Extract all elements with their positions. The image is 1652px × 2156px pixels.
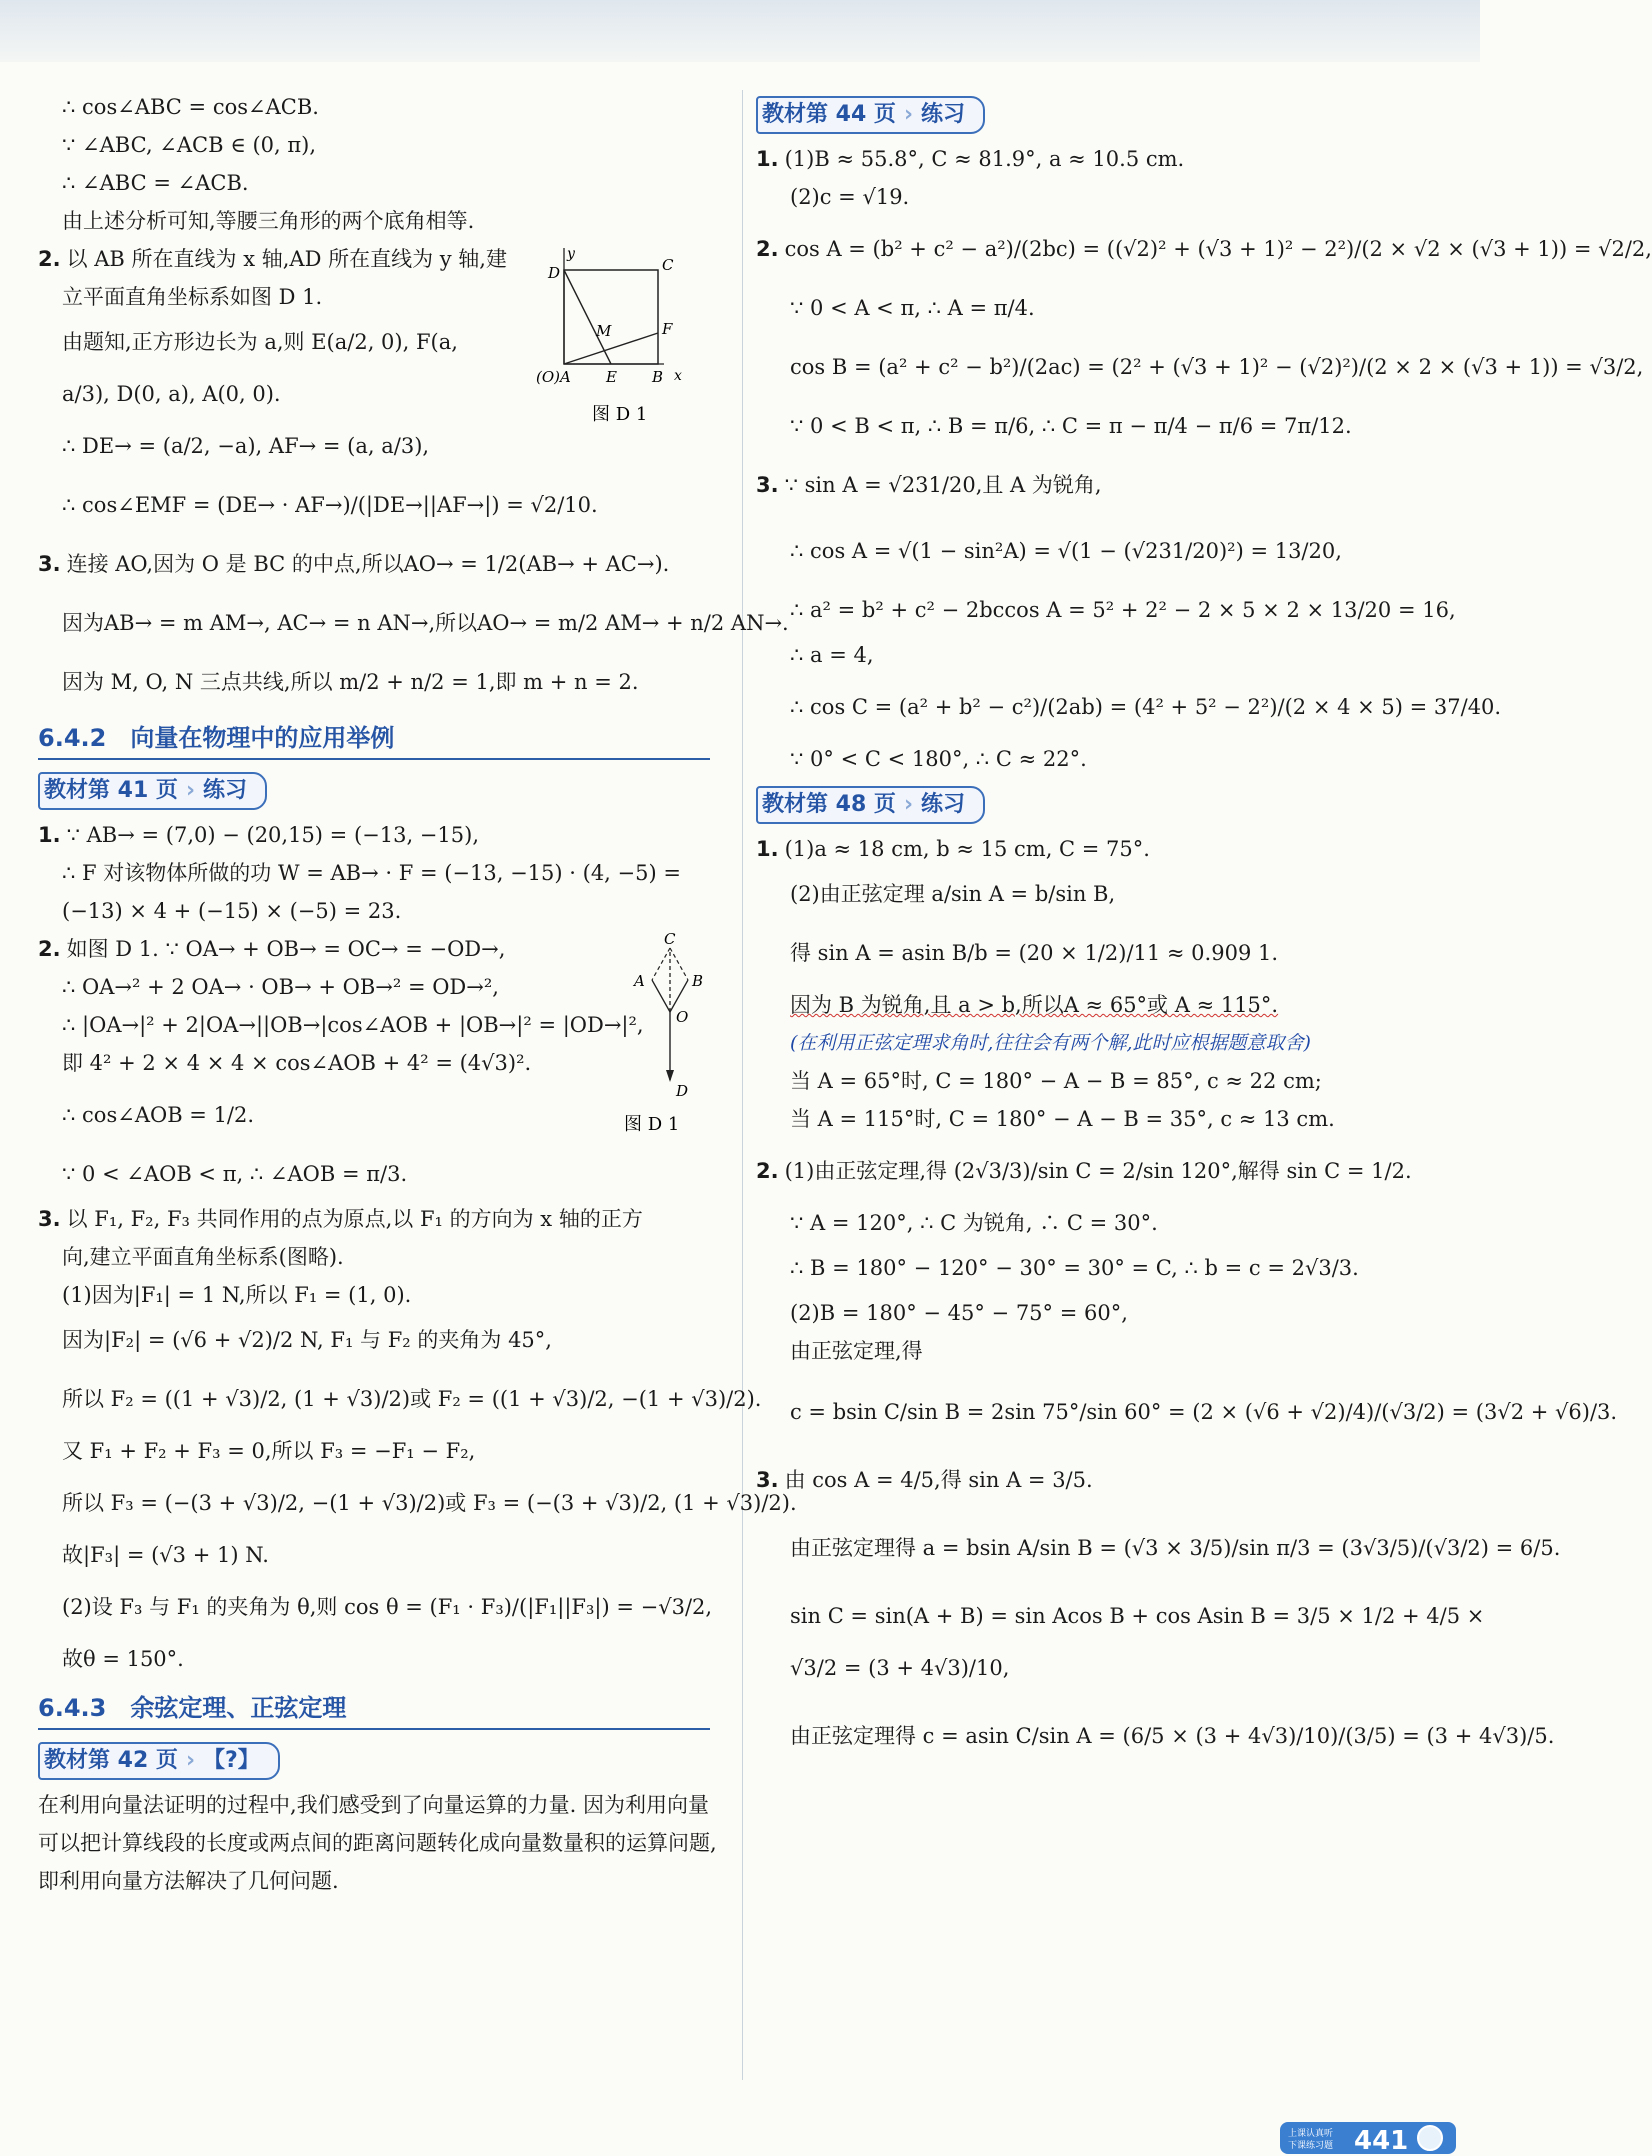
- point-label: E: [606, 368, 617, 386]
- problem-line: 因为|F₂| = (√6 + √2)/2 N, F₁ 与 F₂ 的夹角为 45°,: [62, 1328, 552, 1352]
- section-heading-6-4-2: 6.4.2 向量在物理中的应用举例: [38, 718, 710, 760]
- point-label: M: [596, 322, 612, 340]
- problem-number: 2.: [38, 247, 61, 271]
- problem-line: 以 F₁, F₂, F₃ 共同作用的点为原点,以 F₁ 的方向为 x 轴的正方: [66, 1207, 643, 1231]
- problem-line: 所以 F₃ = (−(3 + √3)/2, −(1 + √3)/2)或 F₃ = (−(3 + √3)/2, (1 + √3)/2).: [62, 1491, 797, 1515]
- problem-number: 1.: [756, 147, 779, 171]
- problem-number: 2.: [38, 937, 61, 961]
- problem-line: 当 A = 115°时, C = 180° − A − B = 35°, c ≈ 13 cm.: [790, 1107, 1335, 1131]
- problem-number: 3.: [756, 473, 779, 497]
- problem-line: ∴ B = 180° − 120° − 30° = 30° = C, ∴ b = c = 2√3/3.: [790, 1256, 1359, 1280]
- problem-number: 3.: [756, 1468, 779, 1492]
- left-column: [38, 88, 797, 1900]
- problem-number: 2.: [756, 237, 779, 261]
- textbook-page-tag-48: 教材第 48 页 › 练习: [756, 786, 985, 824]
- problem-line: 如图 D 1. ∵ OA→ + OB→ = OC→ = −OD→,: [66, 937, 506, 961]
- problem-number: 3.: [38, 1207, 61, 1231]
- exercise-48-2: [756, 1138, 1618, 1454]
- problem-line: 故|F₃| = (√3 + 1) N.: [62, 1543, 269, 1567]
- point-label: C: [664, 930, 676, 948]
- intro-line: ∴ cos∠ABC = cos∠ACB.: [62, 95, 319, 119]
- exercise-44-3: [756, 452, 1502, 778]
- problem-line: ∴ |OA→|² + 2|OA→||OB→|cos∠AOB + |OB→|² = |OD→|²,: [62, 1013, 644, 1037]
- problem-line: (2)由正弦定理 a/sin A = b/sin B,: [790, 882, 1116, 906]
- problem-line: ∴ DE→ = (a/2, −a), AF→ = (a, a/3),: [62, 434, 430, 458]
- problem-line: 由正弦定理得 a = bsin A/sin B = (√3 × 3/5)/sin π/3 = (3√3/5)/(√3/2) = 6/5.: [790, 1536, 1561, 1560]
- point-label: C: [662, 256, 674, 274]
- problem-line: 因为 M, O, N 三点共线,所以 m/2 + n/2 = 1,即 m + n = 2.: [62, 670, 639, 694]
- intro-line: 由上述分析可知,等腰三角形的两个底角相等.: [62, 209, 475, 233]
- problem-line: 所以 F₂ = ((1 + √3)/2, (1 + √3)/2)或 F₂ = ((1 + √3)/2, −(1 + √3)/2).: [62, 1387, 762, 1411]
- exercise-41-3: [38, 1200, 797, 1678]
- axis-label-x: x: [674, 368, 682, 384]
- problem-line: ∴ cos A = √(1 − sin²A) = √(1 − (√231/20)²) = 13/20,: [790, 539, 1342, 563]
- problem-line: 以 AB 所在直线为 x 轴,AD 所在直线为 y 轴,建: [66, 247, 507, 271]
- problem-number: 3.: [38, 552, 61, 576]
- figure-caption: 图 D 1: [624, 1114, 680, 1135]
- chevron-right-icon: ›: [903, 102, 914, 127]
- force-figure: [624, 930, 716, 1140]
- mascot-icon: [1418, 2126, 1442, 2150]
- problem-2: [38, 240, 724, 538]
- problem-line: cos B = (a² + c² − b²)/(2ac) = (2² + (√3 + 1)² − (√2)²)/(2 × 2 × (√3 + 1)) = √3/2,: [790, 355, 1644, 379]
- problem-line: ∵ AB→ = (7,0) − (20,15) = (−13, −15),: [66, 823, 479, 847]
- problem-line: 立平面直角坐标系如图 D 1.: [62, 285, 323, 309]
- problem-line: 又 F₁ + F₂ + F₃ = 0,所以 F₃ = −F₁ − F₂,: [62, 1439, 476, 1463]
- point-label: A: [634, 972, 645, 990]
- problem-line: sin C = sin(A + B) = sin Acos B + cos Asin B = 3/5 × 1/2 + 4/5 ×: [790, 1604, 1485, 1628]
- problem-line: ∵ 0 < B < π, ∴ B = π/6, ∴ C = π − π/4 − π/6 = 7π/12.: [790, 414, 1352, 438]
- point-label: D: [548, 264, 561, 282]
- exercise-44-1: [756, 140, 1456, 216]
- intro-line: ∴ ∠ABC = ∠ACB.: [62, 171, 249, 195]
- problem-line: 得 sin A = asin B/b = (20 × 1/2)/11 ≈ 0.909 1.: [790, 941, 1279, 965]
- exercise-48-1: [756, 830, 1456, 1138]
- problem-line: 因为AB→ = m AM→, AC→ = n AN→,所以AO→ = m/2 AM→ + n/2 AN→.: [62, 611, 789, 635]
- problem-line: 由 cos A = 4/5,得 sin A = 3/5.: [784, 1468, 1093, 1492]
- problem-line: 连接 AO,因为 O 是 BC 的中点,所以AO→ = 1/2(AB→ + AC→).: [66, 552, 670, 576]
- problem-line: (2)c = √19.: [790, 185, 910, 209]
- problem-line: 因为 B 为锐角,且 a > b,所以A ≈ 65°或 A ≈ 115°.: [790, 993, 1279, 1017]
- problem-line: (1)由正弦定理,得 (2√3/3)/sin C = 2/sin 120°,解得 sin C = 1/2.: [784, 1159, 1412, 1183]
- problem-line: 由正弦定理,得: [790, 1339, 923, 1363]
- problem-line: (−13) × 4 + (−15) × (−5) = 23.: [62, 899, 402, 923]
- problem-line: ∵ 0 < A < π, ∴ A = π/4.: [790, 296, 1035, 320]
- page-number-badge: [1280, 2118, 1460, 2156]
- problem-line: (1)a ≈ 18 cm, b ≈ 15 cm, C = 75°.: [784, 837, 1150, 861]
- problem-line: cos A = (b² + c² − a²)/(2bc) = ((√2)² + (√3 + 1)² − 2²)/(2 × √2 × (√3 + 1)) = √2/2,: [784, 237, 1652, 261]
- problem-line: ∴ a = 4,: [790, 643, 874, 667]
- problem-line: ∴ a² = b² + c² − 2bccos A = 5² + 2² − 2 × 5 × 2 × 13/20 = 16,: [790, 598, 1456, 622]
- problem-line: 故θ = 150°.: [62, 1647, 184, 1671]
- intro-line: ∵ ∠ABC, ∠ACB ∈ (0, π),: [62, 133, 317, 157]
- problem-line: c = bsin C/sin B = 2sin 75°/sin 60° = (2 × (√6 + √2)/4)/(√3/2) = (3√2 + √6)/3.: [790, 1400, 1618, 1424]
- chevron-right-icon: ›: [185, 778, 196, 803]
- problem-line: ∴ OA→² + 2 OA→ · OB→ + OB→² = OD→²,: [62, 975, 499, 999]
- exercise-41-2: [38, 930, 724, 1200]
- exercise-44-2: [756, 216, 1652, 452]
- point-label: (O)A: [536, 368, 571, 386]
- paragraph-42: 在利用向量法证明的过程中,我们感受到了向量运算的力量. 因为利用向量可以把计算线段的长度或两点间的距离问题转化成向量数量积的运算问题,即利用向量方法解决了几何问题.: [38, 1793, 717, 1893]
- page-number: 441: [1354, 2126, 1409, 2156]
- problem-line: (2)设 F₃ 与 F₁ 的夹角为 θ,则 cos θ = (F₁ · F₃)/(|F₁||F₃|) = −√3/2,: [62, 1595, 713, 1619]
- problem-line: ∴ cos∠EMF = (DE→ · AF→)/(|DE→||AF→|) = √2/10.: [62, 493, 598, 517]
- chevron-right-icon: ›: [903, 792, 914, 817]
- point-label: D: [676, 1082, 689, 1100]
- column-divider: [742, 90, 743, 2080]
- problem-line: √3/2 = (3 + 4√3)/10,: [790, 1656, 1010, 1680]
- textbook-page-tag-44: 教材第 44 页 › 练习: [756, 96, 985, 134]
- problem-line: ∵ A = 120°, ∴ C 为锐角, ∴ C = 30°.: [790, 1211, 1158, 1235]
- problem-line: 由题知,正方形边长为 a,则 E(a/2, 0), F(a,: [62, 330, 458, 354]
- chevron-right-icon: ›: [185, 1748, 196, 1773]
- textbook-page-tag-42: 教材第 42 页 › 【?】: [38, 1742, 280, 1780]
- axis-label-y: y: [567, 246, 575, 262]
- problem-line: (2)B = 180° − 45° − 75° = 60°,: [790, 1301, 1128, 1325]
- problem-line: 当 A = 65°时, C = 180° − A − B = 85°, c ≈ 22 cm;: [790, 1069, 1322, 1093]
- top-color-band: [0, 0, 1480, 62]
- square-figure: [536, 246, 722, 436]
- problem-line: 由正弦定理得 c = asin C/sin A = (6/5 × (3 + 4√3)/10)/(3/5) = (3 + 4√3)/5.: [790, 1724, 1555, 1748]
- problem-3: [38, 538, 789, 708]
- problem-line: a/3), D(0, a), A(0, 0).: [62, 382, 281, 406]
- problem-line: ∵ sin A = √231/20,且 A 为锐角,: [784, 473, 1102, 497]
- point-label: O: [676, 1008, 689, 1026]
- right-column: [756, 96, 1652, 1778]
- problem-number: 1.: [38, 823, 61, 847]
- badge-text-line: 上课认真听: [1288, 2129, 1334, 2139]
- problem-line: ∵ 0° < C < 180°, ∴ C ≈ 22°.: [790, 747, 1087, 771]
- problem-line: ∵ 0 < ∠AOB < π, ∴ ∠AOB = π/3.: [62, 1162, 408, 1186]
- problem-line: ∴ F 对该物体所做的功 W = AB→ · F = (−13, −15) · (4, −5) =: [62, 861, 681, 885]
- point-label: B: [652, 368, 664, 386]
- exercise-41-1: [38, 816, 724, 930]
- problem-number: 1.: [756, 837, 779, 861]
- section-heading-6-4-3: 6.4.3 余弦定理、正弦定理: [38, 1688, 710, 1730]
- point-label: F: [662, 320, 673, 338]
- problem-line: ∴ cos C = (a² + b² − c²)/(2ab) = (4² + 5² − 2²)/(2 × 4 × 5) = 37/40.: [790, 695, 1502, 719]
- figure-caption: 图 D 1: [592, 404, 648, 425]
- problem-number: 2.: [756, 1159, 779, 1183]
- textbook-page-tag-41: 教材第 41 页 › 练习: [38, 772, 267, 810]
- badge-text-line: 下课练习题: [1288, 2141, 1334, 2151]
- problem-line: 向,建立平面直角坐标系(图略).: [62, 1245, 344, 1269]
- problem-line: (1)B ≈ 55.8°, C ≈ 81.9°, a ≈ 10.5 cm.: [784, 147, 1185, 171]
- point-label: B: [692, 972, 704, 990]
- problem-line: 即 4² + 2 × 4 × 4 × cos∠AOB + 4² = (4√3)².: [62, 1051, 532, 1075]
- problem-line: (1)因为|F₁| = 1 N,所以 F₁ = (1, 0).: [62, 1283, 412, 1307]
- handwritten-note: (在利用正弦定理求角时,往往会有两个解,此时应根据题意取舍): [790, 1032, 1311, 1054]
- exercise-48-3: [756, 1454, 1561, 1778]
- problem-line: ∴ cos∠AOB = 1/2.: [62, 1103, 255, 1127]
